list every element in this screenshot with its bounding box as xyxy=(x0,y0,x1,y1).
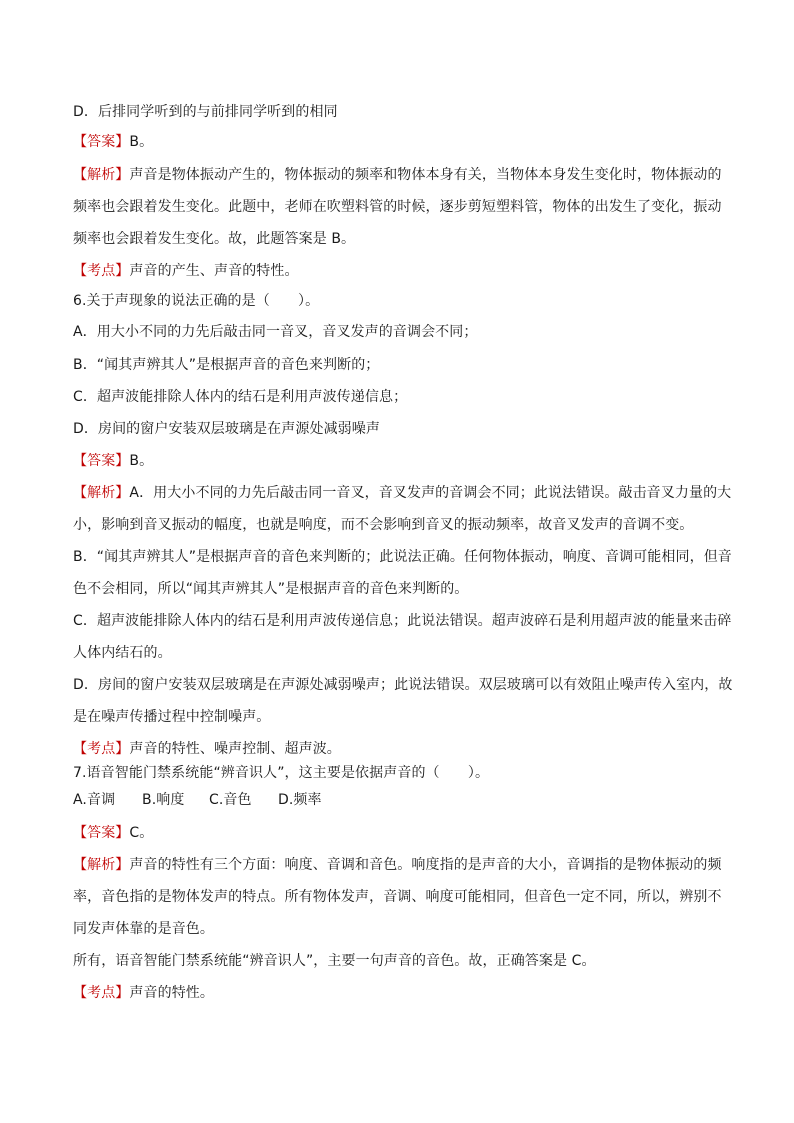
topic-tag: 【考点】 xyxy=(73,985,130,1001)
analysis-q5-line1 xyxy=(73,163,723,187)
analysis-tag: 【解析】 xyxy=(73,485,130,501)
option-d-q5 xyxy=(73,100,723,124)
analysis-q7-line3 xyxy=(73,917,723,941)
analysis-q6-line6 xyxy=(73,641,723,665)
topic-q5 xyxy=(73,259,723,283)
question-text: 6.关于声现象的说法正确的是（ ）。 xyxy=(73,293,320,309)
option-b-q6 xyxy=(73,353,723,377)
analysis-q6-line8 xyxy=(73,705,723,729)
text-line: C．超声波能排除人体内的结石是利用声波传递信息； xyxy=(73,389,408,405)
topic-text: 声音的特性。 xyxy=(129,985,215,1001)
text-line: D．房间的窗户安装双层玻璃是在声源处减弱噪声 xyxy=(73,421,380,437)
topic-text: 声音的特性、噪声控制、超声波。 xyxy=(129,741,341,757)
option-c-q6 xyxy=(73,385,723,409)
text-line: D．后排同学听到的与前排同学听到的相同 xyxy=(73,104,338,120)
topic-q6 xyxy=(73,737,723,761)
answer-q7 xyxy=(73,821,723,845)
analysis-q5-line2 xyxy=(73,195,723,219)
option-a-q6 xyxy=(73,320,723,344)
analysis-text: A．用大小不同的力先后敲击同一音叉，音叉发声的音调会不同；此说法错误。敲击音叉力量的大 xyxy=(129,485,732,501)
topic-tag: 【考点】 xyxy=(73,263,130,279)
text-line: 是在噪声传播过程中控制噪声。 xyxy=(73,709,271,725)
answer-q5 xyxy=(73,130,723,154)
text-line: D．房间的窗户安装双层玻璃是在声源处减弱噪声；此说法错误。双层玻璃可以有效阻止噪声传入室内，故 xyxy=(73,677,733,693)
answer-text: C。 xyxy=(129,825,154,841)
option-c-q7: C.音色 xyxy=(209,792,252,808)
text-line: 色不会相同，所以“闻其声辨其人”是根据声音的音色来判断的。 xyxy=(73,581,469,597)
analysis-q6-line1 xyxy=(73,481,732,505)
analysis-tag: 【解析】 xyxy=(73,167,130,183)
answer-q6 xyxy=(73,449,723,473)
analysis-q7-line2 xyxy=(73,885,723,909)
analysis-q6-line5 xyxy=(73,609,732,633)
text-line: 同发声体靠的是音色。 xyxy=(73,921,214,937)
text-line: 率，音色指的是物体发声的特点。所有物体发声，音调、响度可能相同，但音色一定不同，所以，辨别不 xyxy=(73,889,722,905)
analysis-q6-line7 xyxy=(73,673,733,697)
question-7 xyxy=(73,761,723,785)
analysis-q7-line1 xyxy=(73,853,723,877)
analysis-q6-line3 xyxy=(73,545,732,569)
analysis-q6-line2 xyxy=(73,513,723,537)
question-6 xyxy=(73,289,723,313)
answer-text: B。 xyxy=(129,134,154,150)
answer-tag: 【答案】 xyxy=(73,134,130,150)
option-d-q7: D.频率 xyxy=(278,792,322,808)
answer-text: B。 xyxy=(129,453,154,469)
answer-tag: 【答案】 xyxy=(73,453,130,469)
topic-q7 xyxy=(73,981,723,1005)
analysis-q5-line3 xyxy=(73,227,723,251)
option-a-q7: A.音调 xyxy=(73,792,116,808)
analysis-text: 声音是物体振动产生的，物体振动的频率和物体本身有关，当物体本身发生变化时，物体振动的 xyxy=(129,167,722,183)
text-line: 小，影响到音叉振动的幅度，也就是响度，而不会影响到音叉的振动频率，故音叉发声的音调不变。 xyxy=(73,517,694,533)
text-line: B．“闻其声辨其人”是根据声音的音色来判断的；此说法正确。任何物体振动，响度、音调可能相同，但音 xyxy=(73,549,732,565)
text-line: 人体内结石的。 xyxy=(73,645,172,661)
text-line: C．超声波能排除人体内的结石是利用声波传递信息；此说法错误。超声波碎石是利用超声波的能量来击碎 xyxy=(73,613,732,629)
analysis-q7-line4 xyxy=(73,949,723,973)
topic-tag: 【考点】 xyxy=(73,741,130,757)
option-b-q7: B.响度 xyxy=(142,792,185,808)
analysis-q6-line4 xyxy=(73,577,723,601)
option-d-q6 xyxy=(73,417,723,441)
text-line: A．用大小不同的力先后敲击同一音叉，音叉发声的音调会不同； xyxy=(73,324,478,340)
text-line: 频率也会跟着发生变化。此题中，老师在吹塑料管的时候，逐步剪短塑料管，物体的出发生了变化，振动 xyxy=(73,199,722,215)
analysis-tag: 【解析】 xyxy=(73,857,130,873)
text-line: 所有，语音智能门禁系统能“辨音识人”，主要一句声音的音色。故，正确答案是 C。 xyxy=(73,953,596,969)
options-q7 xyxy=(73,788,723,812)
analysis-text: 声音的特性有三个方面：响度、音调和音色。响度指的是声音的大小，音调指的是物体振动的频 xyxy=(129,857,722,873)
answer-tag: 【答案】 xyxy=(73,825,130,841)
text-line: 频率也会跟着发生变化。故，此题答案是 B。 xyxy=(73,231,356,247)
text-line: B．“闻其声辨其人”是根据声音的音色来判断的； xyxy=(73,357,380,373)
question-text: 7.语音智能门禁系统能“辨音识人”，这主要是依据声音的（ ）。 xyxy=(73,765,490,781)
topic-text: 声音的产生、声音的特性。 xyxy=(129,263,299,279)
